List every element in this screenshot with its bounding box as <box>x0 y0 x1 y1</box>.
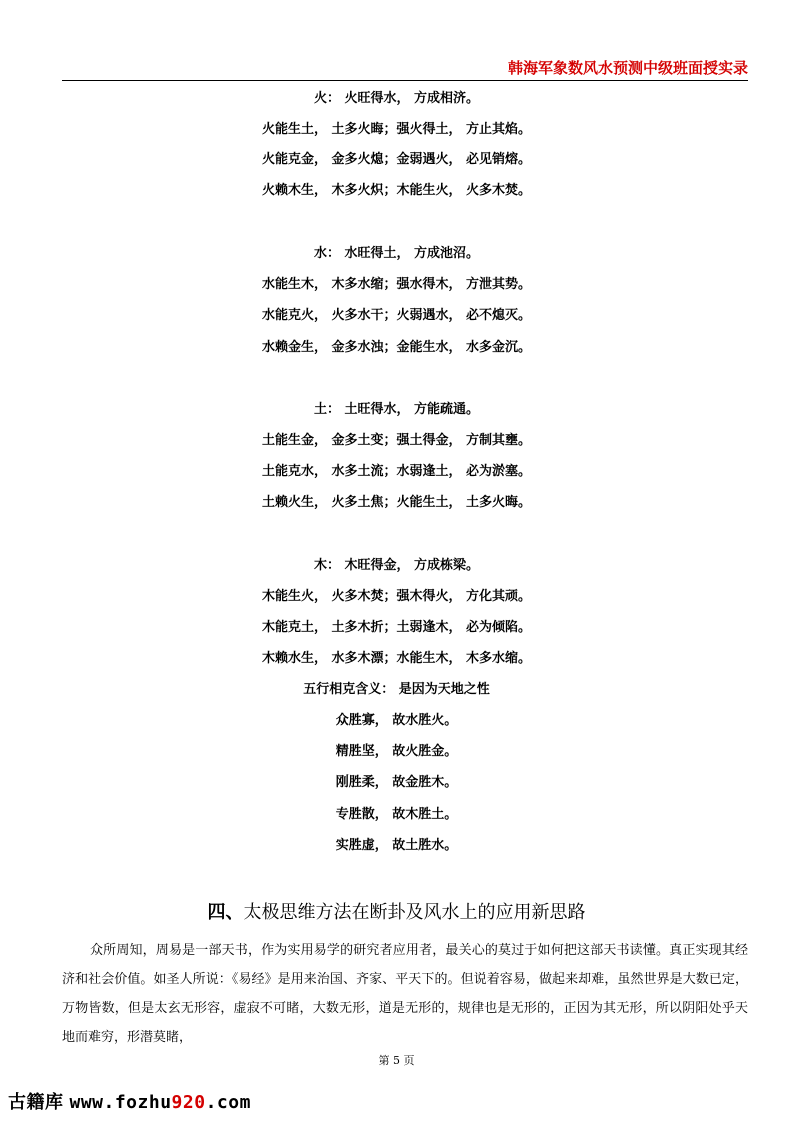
section-heading <box>0 898 793 924</box>
body-paragraph: 众所周知，周易是一部天书，作为实用易学的研究者应用者，最关心的莫过于如何把这部天书读懂。真正实现其经济和社会价值。如圣人所说：《易经》是用来治国、齐家、平天下的。但说着容易，做起来却难，虽然世界是大数已定，万物皆数，但是太玄无形容，虚寂不可睹，大数无形，道是无形的，规律也是无形的，正因为其无形，所以阴阳处乎天地而难穷，形潜莫睹， <box>62 943 748 1045</box>
verse-line: 木能生火， 火多木焚；强木得火， 方化其顽。 <box>261 589 532 604</box>
verse-line: 水赖金生， 金多水浊；金能生水， 水多金沉。 <box>261 340 532 355</box>
verse-line: 火赖木生， 木多火炽；木能生火， 火多木焚。 <box>261 183 532 198</box>
verse-line: 刚胜柔， 故金胜木。 <box>335 775 458 790</box>
verse-line: 土能克水， 水多土流；水弱逢土， 必为淤塞。 <box>261 464 532 479</box>
watermark <box>8 1088 251 1114</box>
verse-line: 木： 木旺得金， 方成栋梁。 <box>313 558 480 573</box>
verse-line: 土赖火生， 火多土焦；火能生土， 土多火晦。 <box>261 495 532 510</box>
verse-line: 水能生木， 木多水缩；强水得木， 方泄其势。 <box>261 277 532 292</box>
watermark-url-suffix: .com <box>205 1092 251 1113</box>
verse-line: 土能生金， 金多土变；强土得金， 方制其壅。 <box>261 433 532 448</box>
verse-line: 众胜寡， 故水胜火。 <box>335 713 458 728</box>
watermark-url <box>70 1092 251 1113</box>
header-title: 韩海军象数风水预测中级班面授实录 <box>507 59 748 77</box>
verse-line: 实胜虚， 故土胜水。 <box>335 838 458 853</box>
page-number: 第 5 页 <box>378 1054 415 1067</box>
section-title: 太极思维方法在断卦及风水上的应用新思路 <box>243 902 586 923</box>
verse-line: 火能克金， 金多火熄；金弱遇火， 必见销熔。 <box>261 152 532 167</box>
verse-line: 水能克火， 火多水干；火弱遇水， 必不熄灭。 <box>261 308 532 323</box>
verse-line: 精胜坚， 故火胜金。 <box>335 744 458 759</box>
section-number: 四、 <box>207 902 244 923</box>
verse-line: 土： 土旺得水， 方能疏通。 <box>313 402 480 417</box>
verse-line: 火： 火旺得水， 方成相济。 <box>313 91 480 106</box>
verse-line: 木赖水生， 水多木漂；水能生木， 木多水缩。 <box>261 651 532 666</box>
verse-line: 五行相克含义： 是因为天地之性 <box>303 682 490 697</box>
verse-line: 火能生土， 土多火晦；强火得土， 方止其焰。 <box>261 122 532 137</box>
watermark-url-digits: 920 <box>171 1092 206 1113</box>
verse-line: 专胜散， 故木胜土。 <box>335 807 458 822</box>
watermark-name: 古籍库 <box>8 1092 64 1113</box>
verse-line: 水： 水旺得土， 方成池沼。 <box>313 246 480 261</box>
verse-line: 木能克土， 土多木折；土弱逢木， 必为倾陷。 <box>261 620 532 635</box>
watermark-url-prefix: www.fozhu <box>69 1092 172 1113</box>
header-rule <box>62 80 748 81</box>
